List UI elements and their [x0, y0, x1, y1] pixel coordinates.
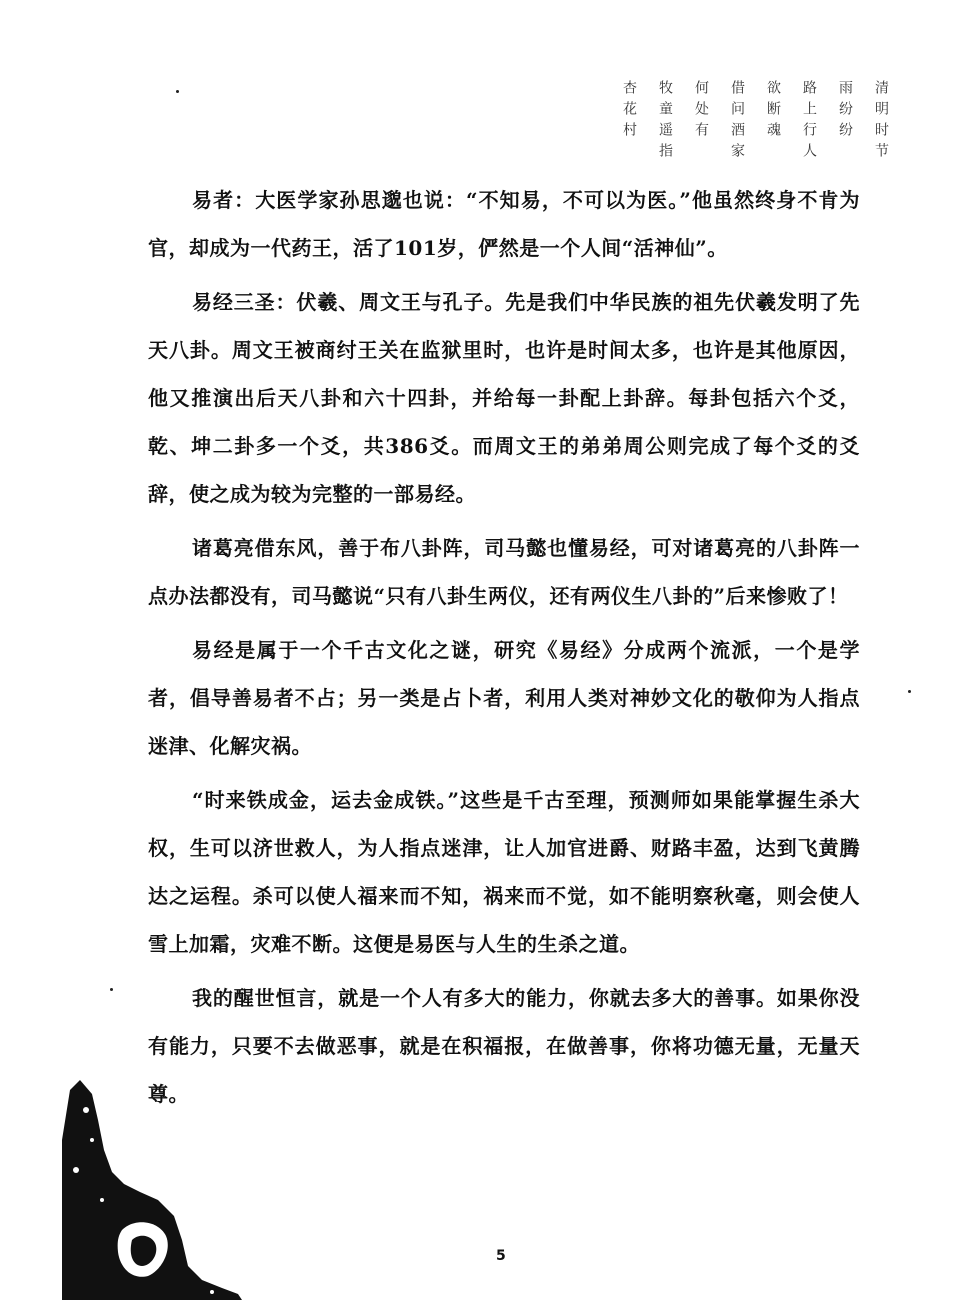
poem-column: 杏花村 — [621, 80, 637, 143]
ink-blot-illustration — [62, 1080, 242, 1300]
poem-column: 牧童遥指 — [657, 80, 673, 164]
page-number: 5 — [496, 1248, 506, 1264]
scan-speck — [908, 690, 911, 693]
scan-speck — [110, 988, 113, 991]
paragraph: 我的醒世恒言，就是一个人有多大的能力，你就去多大的善事。如果你没有能力，只要不去做恶事，就是在积福报，在做善事，你将功德无量，无量天尊。 — [148, 986, 860, 1106]
paragraph: 易经三圣：伏羲、周文王与孔子。先是我们中华民族的祖先伏羲发明了先天八卦。周文王被商纣王关在监狱里时，也许是时间太多，也许是其他原因，他又推演出后天八卦和六十四卦，并给每一卦配上卦辞。每卦包括六个爻，乾、坤二卦多一个爻，共386爻。而周文王的弟弟周公则完成了每个爻的爻辞，使之成为较为完整的一部易经。 — [148, 290, 860, 506]
poem-column: 欲断魂 — [765, 80, 781, 143]
paragraph: 易经是属于一个千古文化之谜，研究《易经》分成两个流派，一个是学者，倡导善易者不占；另一类是占卜者，利用人类对神妙文化的敬仰为人指点迷津、化解灾祸。 — [148, 638, 860, 758]
scan-speck — [176, 90, 179, 93]
poem-block — [622, 80, 888, 164]
body-text — [148, 176, 860, 1124]
poem-column: 何处有 — [693, 80, 709, 143]
paragraph: 诸葛亮借东风，善于布八卦阵，司马懿也懂易经，可对诸葛亮的八卦阵一点办法都没有，司马懿说“只有八卦生两仪，还有两仪生八卦的”后来惨败了！ — [148, 536, 860, 608]
poem-column: 路上行人 — [801, 80, 817, 164]
paragraph: 易者：大医学家孙思邈也说：“不知易，不可以为医。”他虽然终身不肯为官，却成为一代药王，活了101岁，俨然是一个人间“活神仙”。 — [148, 188, 860, 260]
paragraph: “时来铁成金，运去金成铁。”这些是千古至理，预测师如果能掌握生杀大权，生可以济世救人，为人指点迷津，让人加官进爵、财路丰盈，达到飞黄腾达之运程。杀可以使人福来而不知，祸来而不觉，如不能明察秋毫，则会使人雪上加霜，灾难不断。这便是易医与人生的生杀之道。 — [148, 788, 860, 956]
poem-column: 清明时节 — [873, 80, 889, 164]
poem-column: 借问酒家 — [729, 80, 745, 164]
poem-column: 雨纷纷 — [837, 80, 853, 143]
